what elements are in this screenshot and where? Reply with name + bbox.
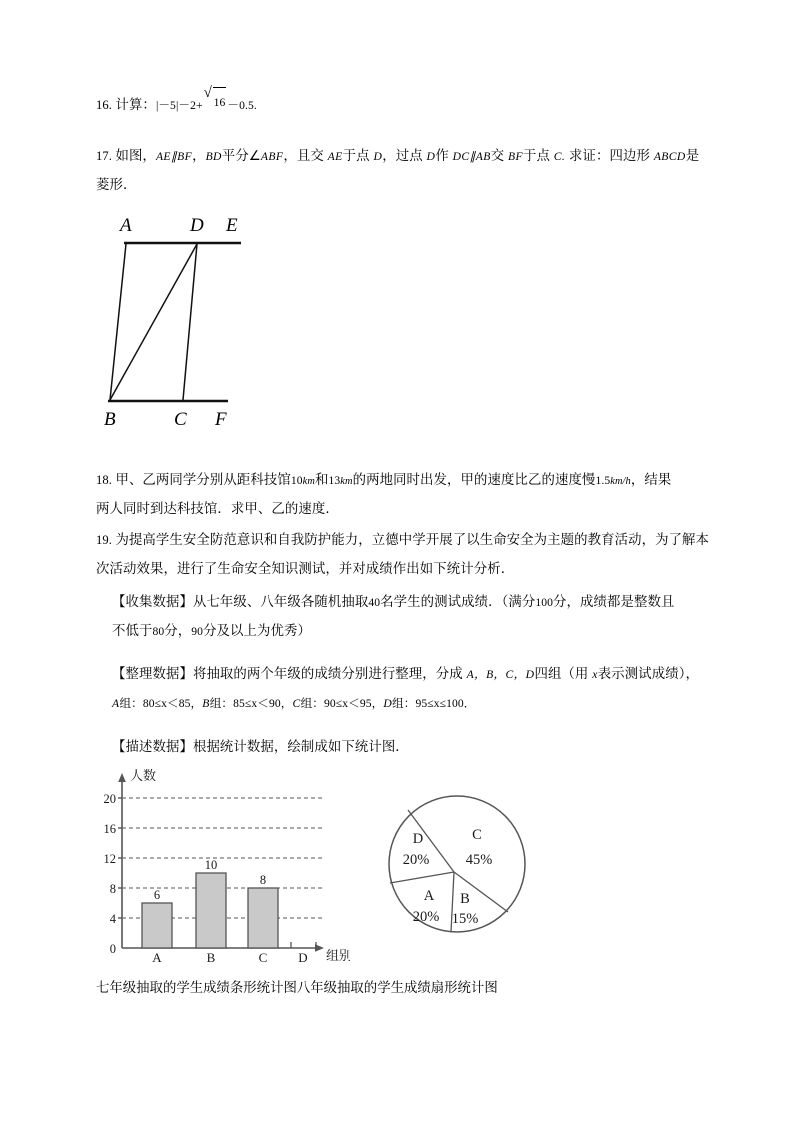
- bar-chart-caption: 七年级抽取的学生成绩条形统计图: [96, 980, 297, 995]
- question-18-line1: [96, 465, 721, 496]
- q17-t11: 是: [685, 148, 700, 163]
- so-t1: 将抽取的两个年级的成绩分别进行整理，分成: [192, 666, 467, 681]
- question-16-lead: 计算：: [115, 97, 156, 112]
- question-17-number: 17.: [96, 149, 113, 163]
- question-16-tail: －0.5.: [227, 99, 257, 112]
- question-18-number: 18.: [96, 473, 113, 487]
- q18-u3: km/h: [610, 476, 631, 487]
- bar-label-A: 6: [153, 888, 161, 902]
- square-root-expression: [203, 85, 227, 121]
- q17-d-point2: D: [426, 150, 436, 163]
- q18-t4: ，结果: [630, 472, 672, 487]
- q17-t8: 交: [490, 148, 509, 163]
- geo-label-D: D: [190, 215, 204, 236]
- group-d-label: D: [383, 697, 393, 710]
- question-19-number: 19.: [96, 533, 113, 547]
- q19-line1-text: 为提高学生安全防范意识和自我防护能力，立德中学开展了以生命安全为主题的教育活动，为了解本: [115, 532, 710, 547]
- group-b-label: B: [202, 697, 210, 710]
- so-var: x: [592, 668, 598, 681]
- q18-t3: 的两地同时出发，甲的速度比乙的速度慢: [352, 472, 596, 487]
- question-18-line2: [96, 494, 339, 523]
- q18-t2: 和: [314, 472, 329, 487]
- section-collect-data-line2: [112, 616, 311, 646]
- x-label-D: D: [298, 950, 308, 962]
- geo-label-B: B: [104, 409, 116, 430]
- question-16-minus-two: －2+: [178, 99, 203, 112]
- q17-t4: ，且交: [283, 148, 328, 163]
- bar-label-B: 10: [204, 858, 218, 872]
- section-collect-tag: 【收集数据】: [112, 594, 193, 609]
- q17-ab: AB: [475, 150, 491, 163]
- question-16-number: 16.: [96, 98, 113, 112]
- pie-label-B: B: [460, 891, 470, 907]
- geometry-svg: [98, 203, 278, 438]
- y-tick-8: 8: [109, 882, 116, 896]
- y-axis-arrow: [118, 773, 126, 782]
- question-19-line1: [96, 525, 724, 555]
- q17-ae-bf: AE∥BF: [155, 150, 193, 163]
- sc-n4: 90: [191, 625, 204, 638]
- q19-line2-text: 次活动效果，进行了生命安全知识测试，并对成绩作出如下统计分析．: [96, 561, 515, 576]
- q18-line2-text: 两人同时到达科技馆．求甲、乙的速度．: [96, 501, 339, 516]
- q17-t7: 作: [435, 148, 453, 163]
- group-c-label: C: [292, 697, 301, 710]
- q17-t2: ，: [192, 148, 206, 163]
- pie-value-B: 15%: [451, 911, 479, 927]
- geo-label-C: C: [174, 409, 187, 430]
- x-category-labels: [152, 950, 307, 962]
- section-describe-tag: 【描述数据】: [112, 739, 193, 754]
- group-d-range: 组：95≤x≤100．: [392, 697, 476, 710]
- sc-t6: 分及以上为优秀）: [203, 623, 311, 638]
- q17-bd: BD: [205, 150, 222, 163]
- q18-n3: 1.5: [595, 474, 611, 487]
- question-16-radicand: 16: [213, 87, 227, 117]
- pie-value-D: 20%: [402, 852, 430, 868]
- question-17-line1: [96, 141, 721, 171]
- geo-label-F: F: [215, 409, 227, 430]
- sc-t1: 从七年级、八年级各随机抽取: [192, 594, 369, 609]
- y-tick-0: 0: [109, 942, 116, 956]
- bar-B: [196, 873, 226, 948]
- sc-n1: 40: [368, 596, 381, 609]
- question-19-line2: [96, 554, 514, 583]
- bar-label-C: 8: [259, 873, 267, 887]
- q17-abf: ABF: [260, 150, 284, 163]
- bar-A: [142, 903, 172, 948]
- sc-n2: 100: [535, 596, 554, 609]
- sc-t5: 分，: [164, 623, 192, 638]
- section-organize-data-line2: [112, 688, 475, 718]
- q17-line2-text: 菱形．: [96, 177, 137, 192]
- q17-t5: 于点: [342, 148, 374, 163]
- geometry-figure-rhombus: [98, 203, 278, 438]
- sd-t1: 根据统计数据，绘制成如下统计图．: [192, 739, 409, 754]
- q17-dc: DC∥: [452, 150, 476, 163]
- so-groups: A，B，C，D: [466, 668, 535, 681]
- q18-u2: km: [340, 476, 353, 487]
- x-axis-title: 组别: [326, 948, 350, 962]
- y-axis-title: 人数: [130, 768, 157, 783]
- section-collect-data-line1: [112, 587, 730, 617]
- pie-chart-caption: 八年级抽取的学生成绩扇形统计图: [296, 980, 498, 995]
- x-label-B: B: [206, 950, 216, 962]
- q18-u1: km: [302, 476, 315, 487]
- group-a-label: A: [112, 697, 120, 710]
- pie-value-A: 20%: [412, 909, 440, 925]
- sc-n3: 80: [152, 625, 165, 638]
- y-tick-4: 4: [109, 912, 116, 926]
- y-tick-labels: [104, 792, 117, 956]
- q17-t1: 如图，: [115, 148, 156, 163]
- q18-n1: 10: [290, 474, 303, 487]
- group-c-range: 组：90≤x＜95，: [300, 697, 384, 710]
- so-t2: 四组（用: [534, 666, 593, 681]
- x-label-C: C: [258, 950, 268, 962]
- q17-t9: 于点: [522, 148, 554, 163]
- q17-bf: BF: [508, 150, 523, 163]
- question-16: [96, 85, 716, 121]
- section-describe-data: [112, 732, 409, 761]
- sc-t3: 分，成绩都是整数且: [553, 594, 675, 609]
- q17-t3: 平分∠: [221, 148, 261, 163]
- bar-chart-grade7: [88, 766, 350, 962]
- x-minor-ticks: [291, 942, 316, 948]
- chart-captions: [96, 977, 498, 996]
- y-tick-12: 12: [103, 852, 116, 866]
- question-17-line2: [96, 170, 136, 199]
- pie-label-C: C: [472, 827, 482, 843]
- so-t3: 表示测试成绩），: [597, 666, 700, 681]
- segment-DC: [183, 244, 197, 400]
- sc-t2: 名学生的测试成绩．（满分: [380, 594, 536, 609]
- section-organize-tag: 【整理数据】: [112, 666, 193, 681]
- question-16-abs: |－5|: [155, 99, 179, 112]
- pie-value-C: 45%: [465, 852, 493, 868]
- y-tick-16: 16: [103, 822, 116, 836]
- bar-C: [248, 888, 278, 948]
- q17-d-point: D: [373, 150, 383, 163]
- geo-label-A: A: [120, 215, 132, 236]
- sc-t4: 不低于: [112, 623, 153, 638]
- group-a-range: 组：80≤x＜85，: [119, 697, 203, 710]
- pie-chart-svg: [382, 788, 532, 940]
- q18-t1: 甲、乙两同学分别从距科技馆: [115, 472, 291, 487]
- geo-label-E: E: [226, 215, 238, 236]
- group-b-range: 组：85≤x＜90，: [209, 697, 293, 710]
- q17-ae: AE: [327, 150, 343, 163]
- pie-chart-grade8: [382, 788, 532, 940]
- x-label-A: A: [152, 950, 162, 962]
- q18-n2: 13: [328, 474, 341, 487]
- q17-t10: 求证：四边形: [565, 148, 654, 163]
- radical-sign-icon: √: [203, 85, 212, 101]
- pie-label-D: D: [412, 831, 424, 847]
- q17-c-point: C.: [553, 150, 566, 163]
- y-tick-20: 20: [103, 792, 116, 806]
- bar-chart-svg: [88, 766, 350, 962]
- q17-abcd: ABCD: [653, 150, 686, 163]
- section-organize-data-line1: [112, 659, 732, 689]
- q17-t6: ，过点: [382, 148, 427, 163]
- pie-label-A: A: [423, 888, 435, 904]
